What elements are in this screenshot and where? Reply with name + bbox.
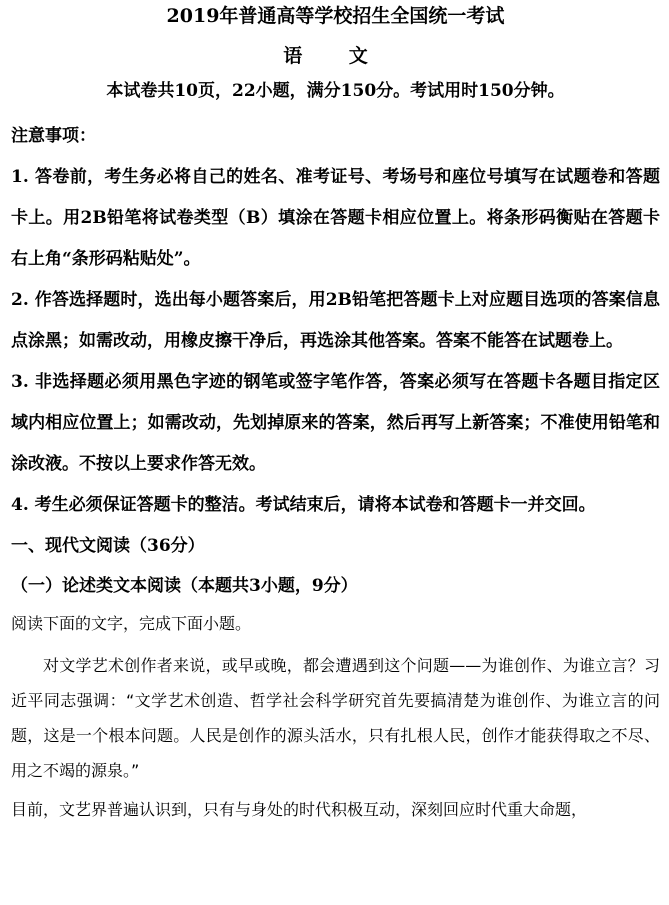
exam-info: 本试卷共10页，22小题，满分150分。考试用时150分钟。 xyxy=(106,81,565,101)
subject-title: 语 文 xyxy=(283,45,388,67)
notice-item-3: 3. 非选择题必须用黑色字迹的钢笔或签字笔作答，答案必须写在答题卡各题目指定区域内相应位置上；如需改动，先划掉原来的答案，然后再写上新答案；不准使用铅笔和涂改液。不按以上要求作答无效。 xyxy=(11,372,660,474)
passage-paragraph-1: 对文学艺术创作者来说，或早或晚，都会遭遇到这个问题——为谁创作、为谁立言？习近平同志强调：“文学艺术创造、哲学社会科学研究首先要搞清楚为谁创作、为谁立言的问题，这是一个根本问题。人民是创作的源头活水，只有扎根人民，创作才能获得取之不尽、用之不竭的源泉。” xyxy=(11,656,660,780)
subsection-heading: （一）论述类文本阅读（本题共3小题，9分） xyxy=(11,576,358,596)
passage-paragraph-2: 目前，文艺界普遍认识到，只有与身处的时代积极互动，深刻回应时代重大命题， xyxy=(11,800,588,819)
notice-item-1: 1. 答卷前，考生务必将自己的姓名、准考证号、考场号和座位号填写在试题卷和答题卡上。用2B铅笔将试卷类型（B）填涂在答题卡相应位置上。将条形码衡贴在答题卡右上角“条形码粘贴处”。 xyxy=(11,167,660,269)
notice-item-2: 2. 作答选择题时，选出每小题答案后，用2B铅笔把答题卡上对应题目选项的答案信息点涂黑；如需改动，用橡皮擦干净后，再选涂其他答案。答案不能答在试题卷上。 xyxy=(11,290,660,351)
notes-heading: 注意事项： xyxy=(11,126,96,146)
notice-item-4: 4. 考生必须保证答题卡的整洁。考试结束后，请将本试卷和答题卡一并交回。 xyxy=(11,495,596,515)
reading-instruction: 阅读下面的文字，完成下面小题。 xyxy=(11,614,252,633)
section-heading: 一、现代文阅读（36分） xyxy=(11,536,205,556)
exam-title: 2019年普通高等学校招生全国统一考试 xyxy=(166,5,505,27)
